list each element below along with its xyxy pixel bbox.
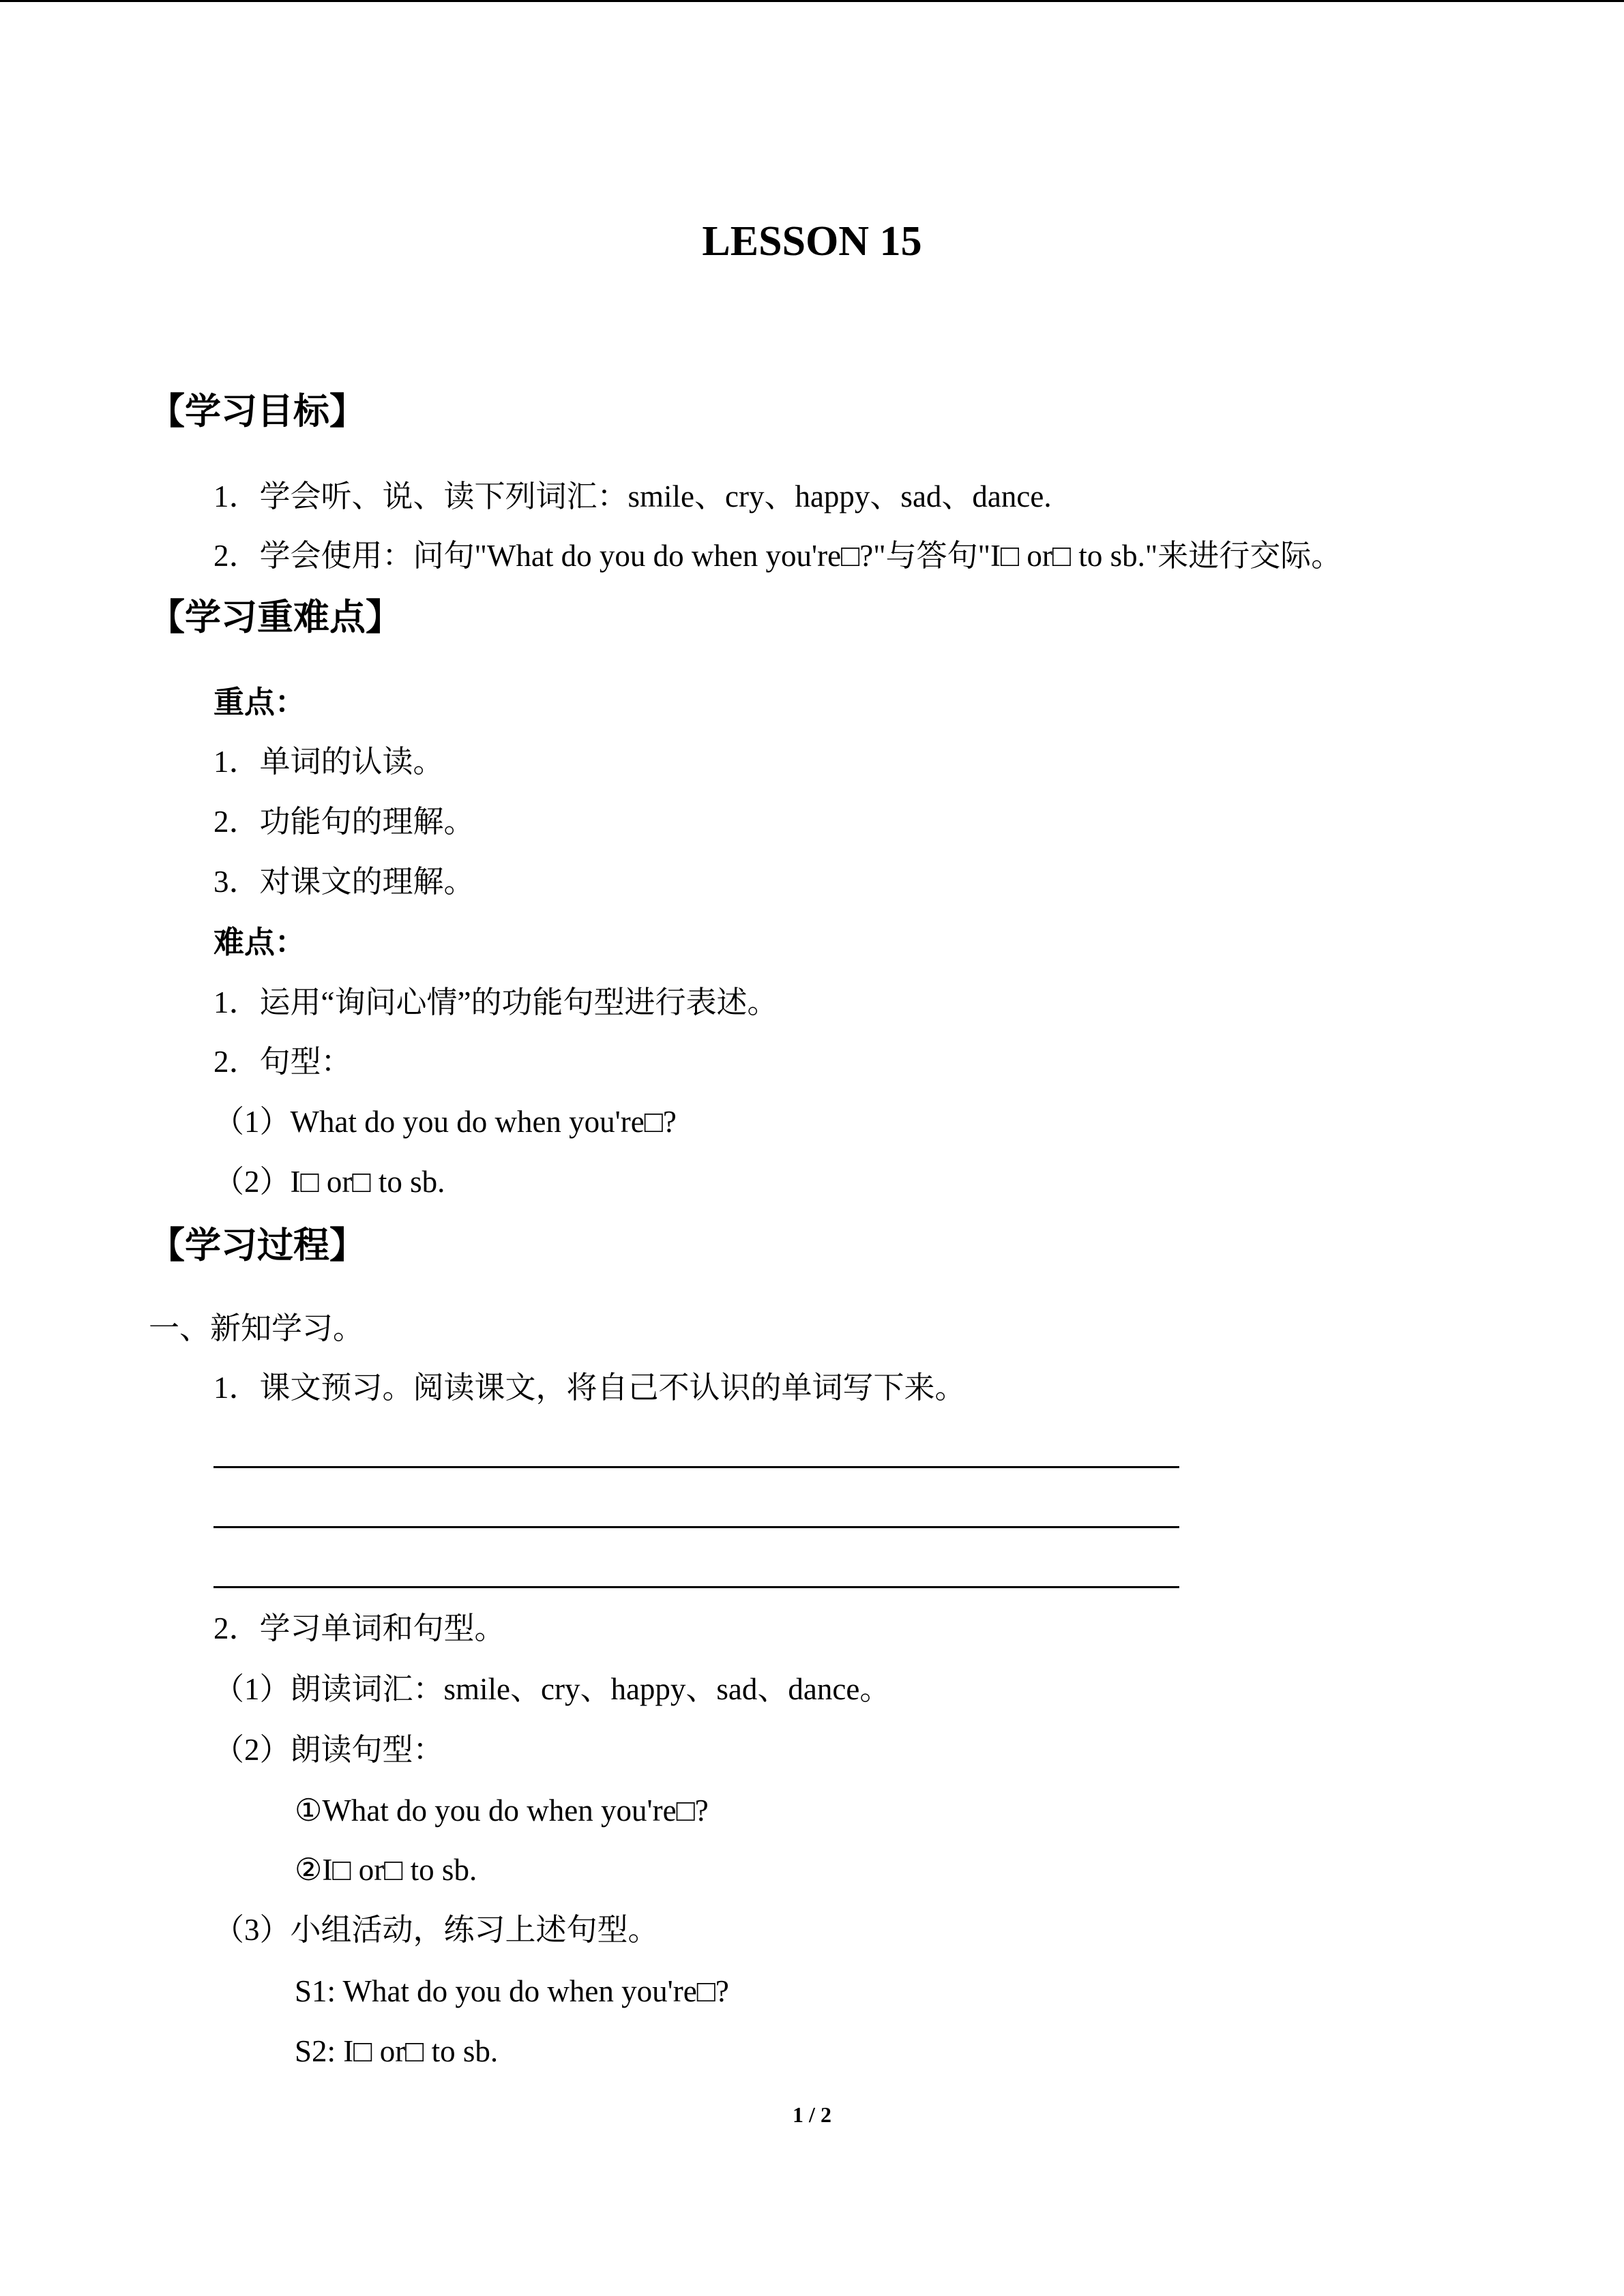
part-heading: 一、新知学习。 [149, 1311, 364, 1345]
dialogue-line: S2: I□ or□ to sb. [295, 2034, 499, 2068]
page-title: LESSON 15 [702, 218, 922, 265]
sentence-pattern: （1）What do you do when you're□? [213, 1105, 677, 1139]
pattern-item: ①What do you do when you're□? [295, 1793, 709, 1828]
answer-blank-line [213, 1466, 1179, 1468]
key-item: 1．单词的认读。 [213, 745, 444, 779]
sub-step: （1）朗读词汇：smile、cry、happy、sad、dance。 [213, 1672, 891, 1706]
key-label: 重点： [213, 685, 306, 719]
step-item: 1．课文预习。阅读课文，将自己不认识的单词写下来。 [213, 1371, 966, 1405]
objectives-heading: 【学习目标】 [149, 392, 366, 432]
key-item: 2．功能句的理解。 [213, 805, 475, 839]
top-border [0, 0, 1624, 2]
page-number: 1 / 2 [793, 2102, 831, 2127]
difficult-item: 1．运用“询问心情”的功能句型进行表述。 [213, 985, 778, 1019]
pattern-item: ②I□ or□ to sb. [295, 1853, 477, 1887]
step-item: 2．学习单词和句型。 [213, 1611, 505, 1645]
objective-item: 2．学会使用：问句"What do you do when you're□?"与答句"I□ or□ to sb."来进行交际。 [213, 539, 1342, 573]
process-heading: 【学习过程】 [149, 1226, 366, 1266]
key-item: 3．对课文的理解。 [213, 865, 475, 899]
sentence-pattern: （2）I□ or□ to sb. [213, 1165, 445, 1199]
answer-blank-line [213, 1586, 1179, 1588]
difficult-item: 2．句型： [213, 1045, 352, 1079]
sub-step: （3）小组活动，练习上述句型。 [213, 1913, 659, 1947]
sub-step: （2）朗读句型： [213, 1733, 444, 1767]
objective-item: 1．学会听、说、读下列词汇：smile、cry、happy、sad、dance. [213, 479, 1052, 513]
difficult-label: 难点： [213, 925, 306, 959]
dialogue-line: S1: What do you do when you're□? [295, 1974, 729, 2008]
answer-blank-line [213, 1526, 1179, 1528]
key-points-heading: 【学习重难点】 [149, 598, 402, 638]
